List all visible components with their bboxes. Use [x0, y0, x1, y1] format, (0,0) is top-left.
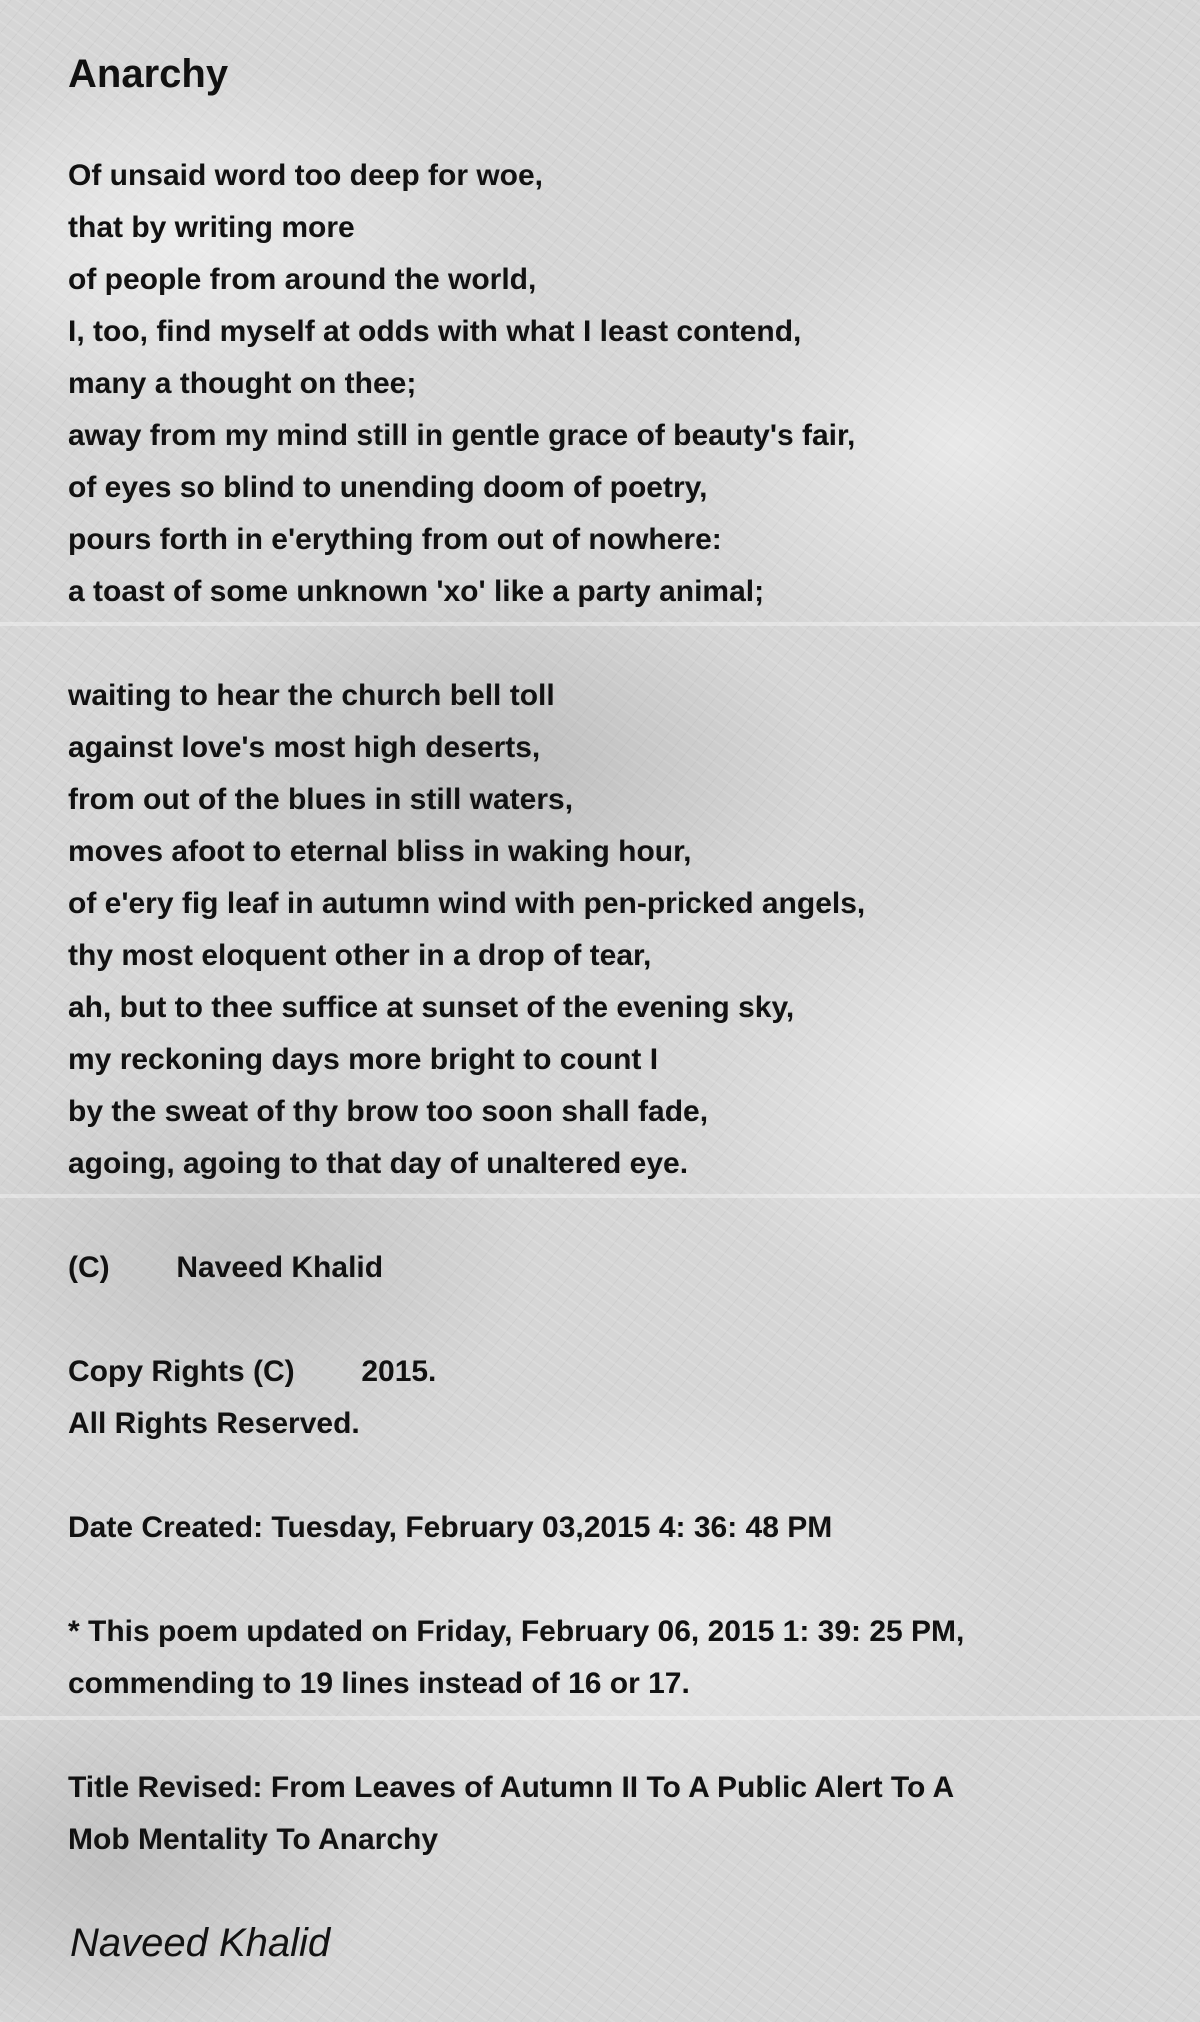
- poem-line: my reckoning days more bright to count I: [68, 1043, 659, 1076]
- title-revised-line: Mob Mentality To Anarchy: [68, 1823, 439, 1856]
- poem-line: moves afoot to eternal bliss in waking hour,: [68, 835, 692, 868]
- title-revised-line: Title Revised: From Leaves of Autumn II To A Public Alert To A: [68, 1771, 955, 1804]
- poem-line: agoing, agoing to that day of unaltered eye.: [68, 1147, 689, 1180]
- poem-line: Of unsaid word too deep for woe,: [68, 159, 544, 192]
- poem-line: waiting to hear the church bell toll: [68, 679, 555, 712]
- stanza-break: [68, 1294, 1148, 1346]
- poem-line: ah, but to thee suffice at sunset of the evening sky,: [68, 991, 795, 1024]
- poem-line: that by writing more: [68, 211, 355, 244]
- poem-line: of people from around the world,: [68, 263, 537, 296]
- stanza-break: [68, 1554, 1148, 1606]
- poem-author: Naveed Khalid: [70, 1921, 331, 1965]
- update-note-line: commending to 19 lines instead of 16 or 17.: [68, 1667, 690, 1700]
- stanza-break: [68, 618, 1148, 670]
- copyright-year-line: Copy Rights (C) 2015.: [68, 1355, 437, 1388]
- poem-line: by the sweat of thy brow too soon shall fade,: [68, 1095, 709, 1128]
- poem-line: of eyes so blind to unending doom of poetry,: [68, 471, 708, 504]
- poem-line: of e'ery fig leaf in autumn wind with pen-pricked angels,: [68, 887, 866, 920]
- poem-line: thy most eloquent other in a drop of tear,: [68, 939, 652, 972]
- poem-title: Anarchy: [68, 52, 229, 96]
- stanza-break: [68, 1710, 1148, 1762]
- stanza-break: [68, 1450, 1148, 1502]
- poem-line: I, too, find myself at odds with what I least contend,: [68, 315, 802, 348]
- date-created-line: Date Created: Tuesday, February 03,2015 4: 36: 48 PM: [68, 1511, 833, 1544]
- poem-line: away from my mind still in gentle grace of beauty's fair,: [68, 419, 856, 452]
- update-note-line: * This poem updated on Friday, February 06, 2015 1: 39: 25 PM,: [68, 1615, 965, 1648]
- poem-line: against love's most high deserts,: [68, 731, 541, 764]
- poem-line: many a thought on thee;: [68, 367, 417, 400]
- rights-reserved-line: All Rights Reserved.: [68, 1407, 360, 1440]
- poem-line: pours forth in e'erything from out of nowhere:: [68, 523, 722, 556]
- copyright-author-line: (C) Naveed Khalid: [68, 1251, 384, 1284]
- stanza-break: [68, 1190, 1148, 1242]
- poem-body: [68, 150, 1148, 1866]
- poem-line: from out of the blues in still waters,: [68, 783, 574, 816]
- poem-line: a toast of some unknown 'xo' like a party animal;: [68, 575, 765, 608]
